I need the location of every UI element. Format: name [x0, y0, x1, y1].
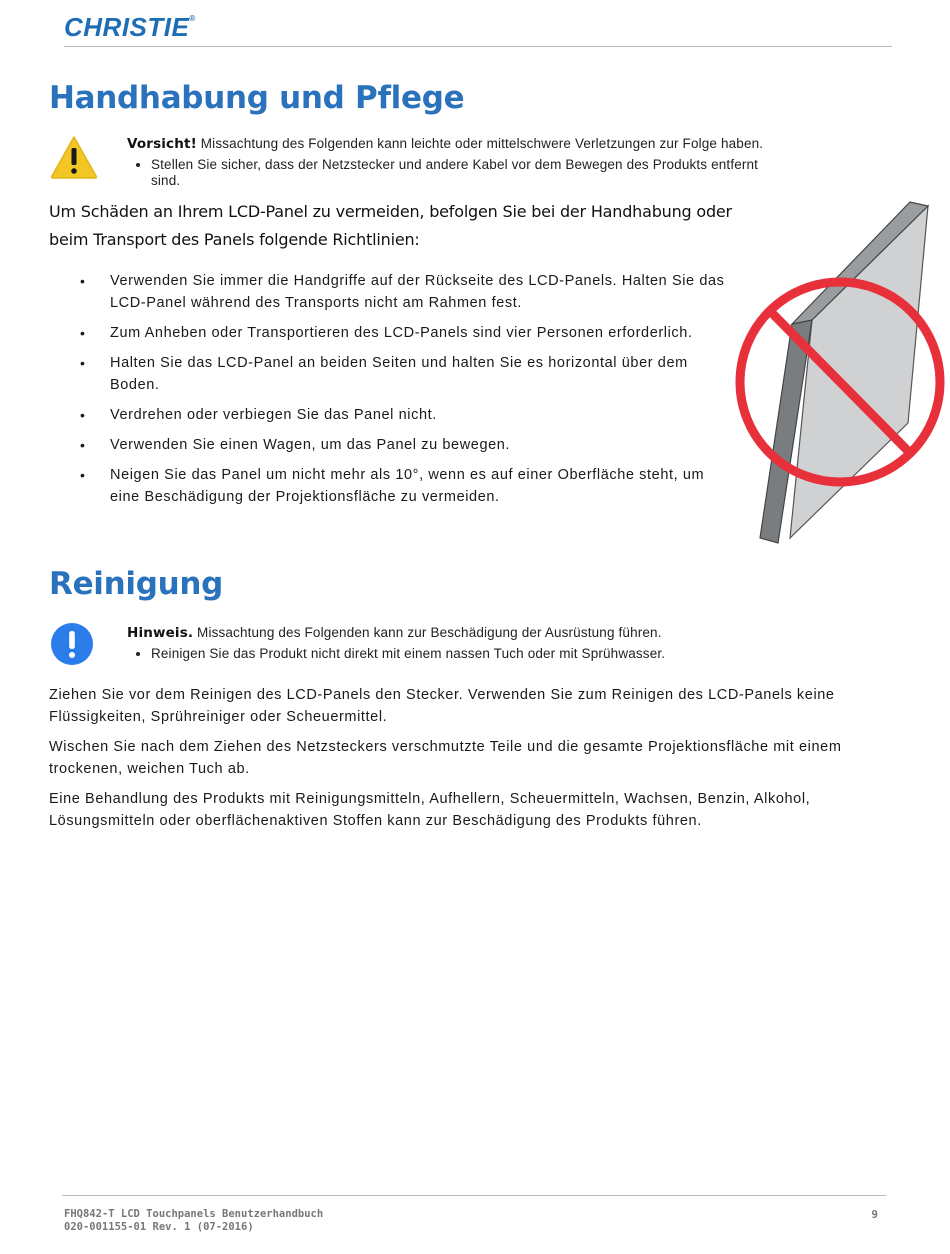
notice-callout: [127, 625, 887, 662]
guideline-item: • Halten Sie das LCD-Panel an beiden Seiten und halten Sie es horizontal über dem Boden.: [80, 352, 730, 396]
registered-mark: ®: [189, 14, 196, 23]
caution-lead: Vorsicht!: [127, 136, 197, 152]
caution-text: [127, 136, 827, 152]
notice-description: Missachtung des Folgenden kann zur Beschädigung der Ausrüstung führen.: [193, 625, 662, 640]
notice-lead: Hinweis.: [127, 625, 194, 641]
header-divider: [64, 46, 892, 47]
cleaning-paragraph: Ziehen Sie vor dem Reinigen des LCD-Panels den Stecker. Verwenden Sie zum Reinigen des LCD-Panels keine Flüssigkeiten, Sprühreiniger oder Scheuermittel.: [49, 687, 835, 725]
tilted-panel-prohibited-illustration: [730, 198, 948, 546]
section-title-handling: Handhabung und Pflege: [49, 80, 465, 116]
guideline-item: • Verdrehen oder verbiegen Sie das Panel nicht.: [80, 404, 730, 426]
footer-document-title: FHQ842-T LCD Touchpanels Benutzerhandbuch: [64, 1208, 324, 1220]
cleaning-paragraph: Eine Behandlung des Produkts mit Reinigungsmitteln, Aufhellern, Scheuermitteln, Wachsen, Benzin, Alkohol, Lösungsmitteln oder oberflächenaktiven Stoffen kann zur Beschädigung des Produkts führen.: [49, 791, 811, 829]
footer-divider: [62, 1195, 886, 1196]
intro-paragraph: Um Schäden an Ihrem LCD-Panel zu vermeiden, befolgen Sie bei der Handhabung oder beim Transport des Panels folgende Richtlinien:: [49, 202, 732, 249]
guideline-item: • Verwenden Sie einen Wagen, um das Panel zu bewegen.: [80, 434, 730, 456]
christie-logo: [64, 12, 196, 43]
guideline-item: • Neigen Sie das Panel um nicht mehr als 10°, wenn es auf einer Oberfläche steht, um eine Beschädigung der Projektionsfläche zu vermeiden.: [80, 464, 730, 508]
info-exclamation-icon: [50, 622, 94, 666]
caution-item: • Stellen Sie sicher, dass der Netzstecker und andere Kabel vor dem Bewegen des Produkts entfernt sind.: [151, 157, 771, 189]
caution-callout: [127, 136, 827, 189]
logo-text: CHRISTIE: [64, 12, 190, 42]
warning-triangle-icon: [49, 134, 99, 180]
section-title-cleaning: Reinigung: [49, 566, 224, 602]
guideline-item: • Verwenden Sie immer die Handgriffe auf der Rückseite des LCD-Panels. Halten Sie das LCD-Panel während des Transports nicht am Rahmen fest.: [80, 270, 730, 314]
guideline-item: • Zum Anheben oder Transportieren des LCD-Panels sind vier Personen erforderlich.: [80, 322, 730, 344]
page-number: 9: [871, 1208, 878, 1221]
footer-document-revision: 020-001155-01 Rev. 1 (07-2016): [64, 1221, 254, 1233]
caution-list: [127, 157, 827, 189]
notice-text: [127, 625, 887, 641]
caution-description: Missachtung des Folgenden kann leichte oder mittelschwere Verletzungen zur Folge haben.: [196, 136, 764, 151]
notice-list: [127, 646, 887, 662]
notice-item: • Reinigen Sie das Produkt nicht direkt mit einem nassen Tuch oder mit Sprühwasser.: [151, 646, 887, 662]
handling-guidelines-list: [80, 270, 730, 516]
footer-document-info: [64, 1208, 323, 1234]
cleaning-paragraph: Wischen Sie nach dem Ziehen des Netzsteckers verschmutzte Teile und die gesamte Projektionsfläche mit einem trockenen, weichen Tuch ab.: [49, 739, 842, 777]
